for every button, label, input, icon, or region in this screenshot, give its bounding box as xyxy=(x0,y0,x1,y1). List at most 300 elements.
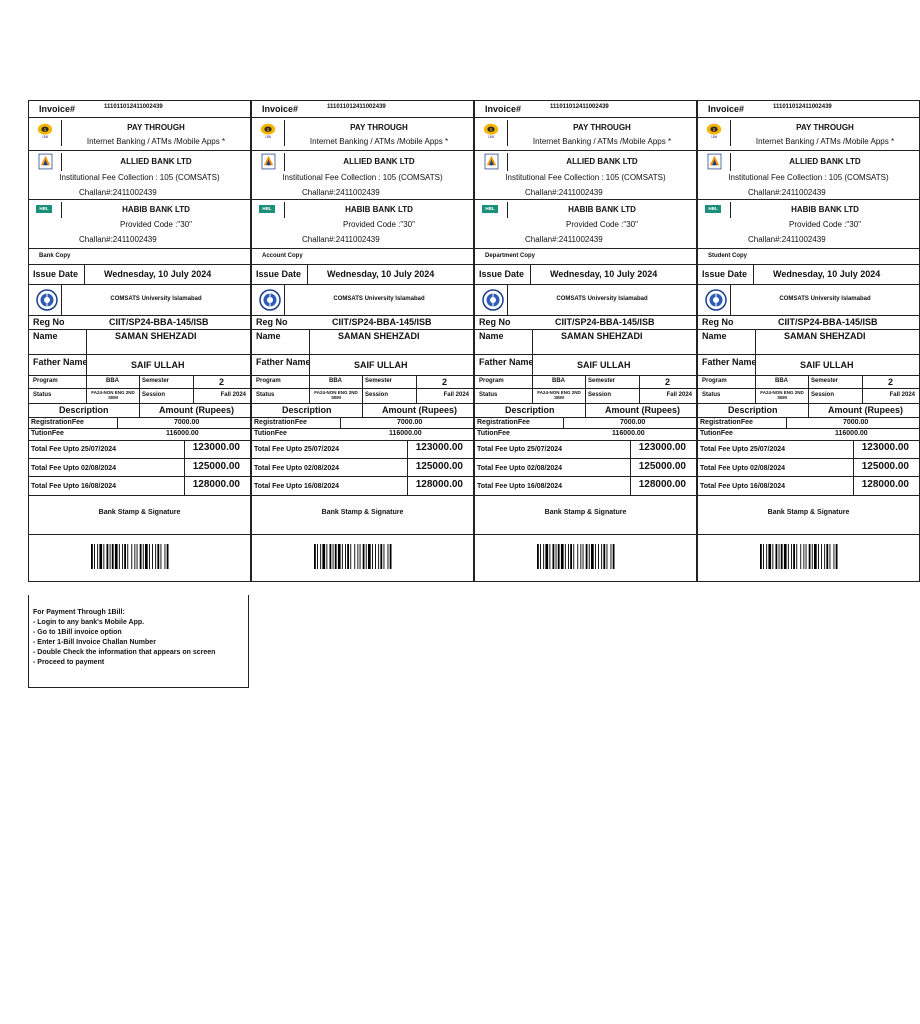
name-label: Name xyxy=(256,331,281,341)
total-label: Total Fee Upto 25/07/2024 xyxy=(700,446,786,453)
instruction-line: For Payment Through 1Bill: xyxy=(33,609,125,616)
abl-collection: Institutional Fee Collection : 105 (COMSATS) xyxy=(59,173,220,182)
total-label: Total Fee Upto 02/08/2024 xyxy=(477,465,563,472)
amount-header: Amount (Rupees) xyxy=(828,405,903,415)
university-logo-icon xyxy=(36,289,58,311)
fee-challan-3 xyxy=(474,100,697,582)
session-value: Fall 2024 xyxy=(889,392,915,398)
reg-no-value: CIIT/SP24-BBA-145/ISB xyxy=(778,317,878,327)
divider xyxy=(630,477,631,495)
divider xyxy=(808,389,809,403)
total-row xyxy=(252,459,473,477)
onebill-logo-icon xyxy=(705,122,723,140)
barcode-row xyxy=(29,535,250,581)
divider xyxy=(585,389,586,403)
pay-through-title: PAY THROUGH xyxy=(350,123,408,132)
total-label: Total Fee Upto 16/08/2024 xyxy=(700,483,786,490)
divider xyxy=(309,330,310,354)
onebill-section xyxy=(698,118,919,151)
program-value: BBA xyxy=(775,378,788,384)
invoice-row xyxy=(475,101,696,118)
total-amount: 128000.00 xyxy=(861,479,909,490)
divider xyxy=(585,376,586,388)
program-label: Program xyxy=(33,378,58,384)
abl-logo-icon xyxy=(708,154,721,169)
abl-challan: Challan#:2411002439 xyxy=(525,188,603,197)
fee-item-row xyxy=(475,429,696,441)
divider xyxy=(630,459,631,476)
reg-no-row xyxy=(252,316,473,330)
divider xyxy=(362,389,363,403)
abl-collection: Institutional Fee Collection : 105 (COMSATS) xyxy=(728,173,889,182)
description-header: Description xyxy=(505,405,555,415)
invoice-number: 111011012411002439 xyxy=(104,104,163,110)
divider xyxy=(309,376,310,388)
pay-through-title: PAY THROUGH xyxy=(573,123,631,132)
onebill-logo-text: 1Bill xyxy=(488,135,494,140)
fee-item-amount: 7000.00 xyxy=(843,419,869,426)
bank-stamp-label: Bank Stamp & Signature xyxy=(767,509,850,516)
abl-section xyxy=(29,151,250,200)
session-label: Session xyxy=(365,392,389,398)
reg-no-row xyxy=(698,316,919,330)
reg-no-value: CIIT/SP24-BBA-145/ISB xyxy=(109,317,209,327)
divider xyxy=(193,376,194,388)
hbl-name: HABIB BANK LTD xyxy=(122,205,190,214)
program-label: Program xyxy=(479,378,504,384)
reg-no-label: Reg No xyxy=(702,317,734,327)
program-row xyxy=(475,376,696,389)
program-value: BBA xyxy=(106,378,119,384)
divider xyxy=(532,376,533,388)
hbl-challan: Challan#:2411002439 xyxy=(79,235,157,244)
svg-text:1: 1 xyxy=(489,127,493,132)
issue-date-label: Issue Date xyxy=(702,269,748,279)
instruction-line: - Double Check the information that appears on screen xyxy=(33,649,216,656)
barcode-row xyxy=(698,535,919,581)
abl-name: ALLIED BANK LTD xyxy=(120,157,192,166)
pay-channels: Internet Banking / ATMs /Mobile Apps * xyxy=(532,137,672,146)
svg-text:1: 1 xyxy=(266,127,270,132)
stamp-row xyxy=(29,496,250,535)
divider xyxy=(139,376,140,388)
total-amount: 128000.00 xyxy=(192,479,240,490)
issue-date-row xyxy=(252,265,473,285)
fee-item-label: TutionFee xyxy=(31,430,64,437)
fee-item-label: RegistrationFee xyxy=(31,419,84,426)
fee-item-row xyxy=(475,418,696,429)
bank-stamp-label: Bank Stamp & Signature xyxy=(98,509,181,516)
status-row xyxy=(252,389,473,404)
hbl-code: Provided Code :"30" xyxy=(566,220,638,229)
onebill-logo-text: 1Bill xyxy=(711,135,717,140)
student-name: SAMAN SHEHZADI xyxy=(561,331,643,341)
total-amount: 125000.00 xyxy=(638,461,686,472)
divider xyxy=(362,376,363,388)
total-row xyxy=(252,441,473,459)
abl-collection: Institutional Fee Collection : 105 (COMSATS) xyxy=(282,173,443,182)
copy-label: Account Copy xyxy=(262,253,303,259)
issue-date-value: Wednesday, 10 July 2024 xyxy=(550,269,658,279)
abl-collection: Institutional Fee Collection : 105 (COMSATS) xyxy=(505,173,666,182)
reg-no-label: Reg No xyxy=(256,317,288,327)
instruction-line: - Proceed to payment xyxy=(33,659,105,666)
hbl-logo-icon: HBL xyxy=(705,205,721,213)
abl-section xyxy=(698,151,919,200)
university-row xyxy=(475,285,696,316)
issue-date-row xyxy=(698,265,919,285)
reg-no-row xyxy=(475,316,696,330)
invoice-number: 111011012411002439 xyxy=(550,104,609,110)
divider xyxy=(86,355,87,375)
hbl-challan: Challan#:2411002439 xyxy=(748,235,826,244)
total-amount: 123000.00 xyxy=(638,442,686,453)
instruction-line: - Enter 1-Bill Invoice Challan Number xyxy=(33,639,156,646)
barcode-icon xyxy=(91,544,183,569)
divider xyxy=(416,389,417,403)
stamp-row xyxy=(252,496,473,535)
total-amount: 125000.00 xyxy=(192,461,240,472)
amount-header: Amount (Rupees) xyxy=(605,405,680,415)
session-label: Session xyxy=(142,392,166,398)
father-name-row xyxy=(698,355,919,376)
onebill-section xyxy=(475,118,696,151)
abl-challan: Challan#:2411002439 xyxy=(79,188,157,197)
session-label: Session xyxy=(811,392,835,398)
divider xyxy=(532,355,533,375)
total-row xyxy=(252,477,473,496)
fee-item-amount: 116000.00 xyxy=(835,430,868,437)
name-label: Name xyxy=(479,331,504,341)
student-name: SAMAN SHEHZADI xyxy=(338,331,420,341)
reg-no-label: Reg No xyxy=(479,317,511,327)
father-name-value: SAIF ULLAH xyxy=(577,360,631,370)
status-value: FA24-NON ENG 2ND SEM xyxy=(314,390,358,400)
invoice-row xyxy=(29,101,250,118)
father-name-row xyxy=(475,355,696,376)
fee-challan-2 xyxy=(251,100,474,582)
total-label: Total Fee Upto 02/08/2024 xyxy=(700,465,786,472)
invoice-label: Invoice# xyxy=(39,104,76,114)
divider xyxy=(639,376,640,388)
hbl-logo-icon: HBL xyxy=(259,205,275,213)
semester-value: 2 xyxy=(219,377,225,387)
semester-label: Semester xyxy=(588,378,616,384)
status-label: Status xyxy=(479,392,498,398)
hbl-name: HABIB BANK LTD xyxy=(791,205,859,214)
abl-logo-icon xyxy=(485,154,498,169)
fee-header-row xyxy=(252,404,473,418)
hbl-name: HABIB BANK LTD xyxy=(345,205,413,214)
instruction-line: - Go to 1Bill invoice option xyxy=(33,629,122,636)
fee-item-row xyxy=(29,429,250,441)
total-amount: 123000.00 xyxy=(415,442,463,453)
divider xyxy=(853,459,854,476)
onebill-logo-icon xyxy=(259,122,277,140)
hbl-logo-icon: HBL xyxy=(482,205,498,213)
session-value: Fall 2024 xyxy=(443,392,469,398)
total-row xyxy=(29,441,250,459)
hbl-section xyxy=(698,200,919,249)
student-name: SAMAN SHEHZADI xyxy=(784,331,866,341)
copy-label-row xyxy=(475,249,696,265)
name-row xyxy=(475,330,696,355)
session-value: Fall 2024 xyxy=(220,392,246,398)
divider xyxy=(808,376,809,388)
onebill-logo-text: 1Bill xyxy=(265,135,271,140)
divider xyxy=(862,376,863,388)
pay-through-title: PAY THROUGH xyxy=(127,123,185,132)
divider xyxy=(630,441,631,458)
university-logo-icon xyxy=(705,289,727,311)
pay-channels: Internet Banking / ATMs /Mobile Apps * xyxy=(86,137,226,146)
program-value: BBA xyxy=(552,378,565,384)
fee-item-amount: 7000.00 xyxy=(397,419,423,426)
abl-logo-icon xyxy=(262,154,275,169)
pay-through-title: PAY THROUGH xyxy=(796,123,854,132)
amount-header: Amount (Rupees) xyxy=(382,405,457,415)
university-row xyxy=(252,285,473,316)
total-amount: 125000.00 xyxy=(861,461,909,472)
fee-challan-4 xyxy=(697,100,920,582)
fee-item-amount: 7000.00 xyxy=(174,419,200,426)
name-row xyxy=(252,330,473,355)
issue-date-label: Issue Date xyxy=(479,269,525,279)
divider xyxy=(786,418,787,428)
divider xyxy=(407,477,408,495)
father-name-label: Father Name xyxy=(479,357,534,367)
divider xyxy=(307,265,308,284)
copy-label: Student Copy xyxy=(708,253,747,259)
university-name: COMSATS University Islamabad xyxy=(556,296,648,302)
divider xyxy=(407,441,408,458)
total-label: Total Fee Upto 16/08/2024 xyxy=(31,483,117,490)
issue-date-value: Wednesday, 10 July 2024 xyxy=(773,269,881,279)
divider xyxy=(362,404,363,417)
divider xyxy=(755,330,756,354)
instructions-box xyxy=(28,595,249,688)
university-name: COMSATS University Islamabad xyxy=(333,296,425,302)
copy-label-row xyxy=(29,249,250,265)
father-name-value: SAIF ULLAH xyxy=(354,360,408,370)
total-amount: 128000.00 xyxy=(638,479,686,490)
issue-date-row xyxy=(29,265,250,285)
divider xyxy=(808,404,809,417)
hbl-challan: Challan#:2411002439 xyxy=(302,235,380,244)
reg-no-row xyxy=(29,316,250,330)
semester-value: 2 xyxy=(665,377,671,387)
issue-date-label: Issue Date xyxy=(33,269,79,279)
total-amount: 123000.00 xyxy=(192,442,240,453)
total-amount: 125000.00 xyxy=(415,461,463,472)
issue-date-value: Wednesday, 10 July 2024 xyxy=(104,269,212,279)
divider xyxy=(853,477,854,495)
fee-item-label: RegistrationFee xyxy=(477,419,530,426)
father-name-label: Father Name xyxy=(256,357,311,367)
issue-date-value: Wednesday, 10 July 2024 xyxy=(327,269,435,279)
student-name: SAMAN SHEHZADI xyxy=(115,331,197,341)
copy-label: Department Copy xyxy=(485,253,536,259)
divider xyxy=(753,265,754,284)
hbl-code: Provided Code :"30" xyxy=(120,220,192,229)
abl-name: ALLIED BANK LTD xyxy=(789,157,861,166)
university-logo-icon xyxy=(259,289,281,311)
total-row xyxy=(475,441,696,459)
total-amount: 123000.00 xyxy=(861,442,909,453)
svg-text:1: 1 xyxy=(712,127,716,132)
divider xyxy=(407,459,408,476)
description-header: Description xyxy=(282,405,332,415)
onebill-logo-icon xyxy=(36,122,54,140)
hbl-challan: Challan#:2411002439 xyxy=(525,235,603,244)
barcode-row xyxy=(252,535,473,581)
university-name: COMSATS University Islamabad xyxy=(110,296,202,302)
fee-challan-1 xyxy=(28,100,251,582)
fee-header-row xyxy=(698,404,919,418)
divider xyxy=(184,459,185,476)
fee-item-row xyxy=(698,429,919,441)
copy-label: Bank Copy xyxy=(39,253,71,259)
abl-section xyxy=(252,151,473,200)
divider xyxy=(862,389,863,403)
reg-no-value: CIIT/SP24-BBA-145/ISB xyxy=(555,317,655,327)
hbl-name: HABIB BANK LTD xyxy=(568,205,636,214)
onebill-section xyxy=(252,118,473,151)
pay-channels: Internet Banking / ATMs /Mobile Apps * xyxy=(755,137,895,146)
invoice-row xyxy=(252,101,473,118)
fee-item-row xyxy=(29,418,250,429)
fee-header-row xyxy=(475,404,696,418)
fee-item-label: RegistrationFee xyxy=(700,419,753,426)
name-label: Name xyxy=(33,331,58,341)
total-label: Total Fee Upto 25/07/2024 xyxy=(254,446,340,453)
hbl-logo-icon: HBL xyxy=(36,205,52,213)
fee-item-row xyxy=(252,418,473,429)
program-label: Program xyxy=(256,378,281,384)
divider xyxy=(117,418,118,428)
semester-label: Semester xyxy=(811,378,839,384)
fee-item-amount: 116000.00 xyxy=(166,430,199,437)
divider xyxy=(530,265,531,284)
total-label: Total Fee Upto 16/08/2024 xyxy=(477,483,563,490)
total-row xyxy=(475,459,696,477)
status-value: FA24-NON ENG 2ND SEM xyxy=(537,390,581,400)
fee-item-label: TutionFee xyxy=(254,430,287,437)
fee-item-amount: 7000.00 xyxy=(620,419,646,426)
stamp-row xyxy=(475,496,696,535)
invoice-label: Invoice# xyxy=(708,104,745,114)
divider xyxy=(193,389,194,403)
status-row xyxy=(698,389,919,404)
hbl-code: Provided Code :"30" xyxy=(789,220,861,229)
university-row xyxy=(698,285,919,316)
abl-name: ALLIED BANK LTD xyxy=(566,157,638,166)
total-label: Total Fee Upto 16/08/2024 xyxy=(254,483,340,490)
divider xyxy=(563,418,564,428)
total-row xyxy=(698,459,919,477)
name-label: Name xyxy=(702,331,727,341)
hbl-code: Provided Code :"30" xyxy=(343,220,415,229)
issue-date-label: Issue Date xyxy=(256,269,302,279)
divider xyxy=(86,330,87,354)
divider xyxy=(585,404,586,417)
divider xyxy=(853,441,854,458)
total-amount: 128000.00 xyxy=(415,479,463,490)
fee-item-label: RegistrationFee xyxy=(254,419,307,426)
bank-stamp-label: Bank Stamp & Signature xyxy=(321,509,404,516)
reg-no-value: CIIT/SP24-BBA-145/ISB xyxy=(332,317,432,327)
total-label: Total Fee Upto 25/07/2024 xyxy=(31,446,117,453)
total-row xyxy=(475,477,696,496)
abl-challan: Challan#:2411002439 xyxy=(302,188,380,197)
father-name-value: SAIF ULLAH xyxy=(800,360,854,370)
total-label: Total Fee Upto 25/07/2024 xyxy=(477,446,563,453)
divider xyxy=(84,265,85,284)
fee-item-amount: 116000.00 xyxy=(612,430,645,437)
svg-text:1: 1 xyxy=(43,127,47,132)
father-name-row xyxy=(29,355,250,376)
status-label: Status xyxy=(702,392,721,398)
status-row xyxy=(475,389,696,404)
divider xyxy=(184,477,185,495)
total-row xyxy=(698,441,919,459)
divider xyxy=(755,376,756,388)
invoice-label: Invoice# xyxy=(262,104,299,114)
father-name-label: Father Name xyxy=(702,357,757,367)
session-value: Fall 2024 xyxy=(666,392,692,398)
divider xyxy=(340,418,341,428)
hbl-section xyxy=(475,200,696,249)
invoice-number: 111011012411002439 xyxy=(773,104,832,110)
status-label: Status xyxy=(256,392,275,398)
session-label: Session xyxy=(588,392,612,398)
divider xyxy=(86,376,87,388)
university-name: COMSATS University Islamabad xyxy=(779,296,871,302)
total-row xyxy=(29,477,250,496)
university-logo-icon xyxy=(482,289,504,311)
description-header: Description xyxy=(59,405,109,415)
bank-stamp-label: Bank Stamp & Signature xyxy=(544,509,627,516)
issue-date-row xyxy=(475,265,696,285)
amount-header: Amount (Rupees) xyxy=(159,405,234,415)
barcode-icon xyxy=(537,544,629,569)
father-name-row xyxy=(252,355,473,376)
instruction-line: - Login to any bank's Mobile App. xyxy=(33,619,145,626)
program-value: BBA xyxy=(329,378,342,384)
fee-header-row xyxy=(29,404,250,418)
divider xyxy=(184,441,185,458)
father-name-label: Father Name xyxy=(33,357,88,367)
divider xyxy=(139,389,140,403)
barcode-icon xyxy=(760,544,852,569)
father-name-value: SAIF ULLAH xyxy=(131,360,185,370)
divider xyxy=(309,355,310,375)
fee-item-label: TutionFee xyxy=(477,430,510,437)
onebill-section xyxy=(29,118,250,151)
total-label: Total Fee Upto 02/08/2024 xyxy=(254,465,340,472)
semester-value: 2 xyxy=(888,377,894,387)
onebill-logo-text: 1Bill xyxy=(42,135,48,140)
semester-label: Semester xyxy=(142,378,170,384)
status-value: FA24-NON ENG 2ND SEM xyxy=(91,390,135,400)
status-row xyxy=(29,389,250,404)
status-value: FA24-NON ENG 2ND SEM xyxy=(760,390,804,400)
semester-label: Semester xyxy=(365,378,393,384)
program-row xyxy=(252,376,473,389)
hbl-section xyxy=(29,200,250,249)
barcode-row xyxy=(475,535,696,581)
copy-label-row xyxy=(698,249,919,265)
